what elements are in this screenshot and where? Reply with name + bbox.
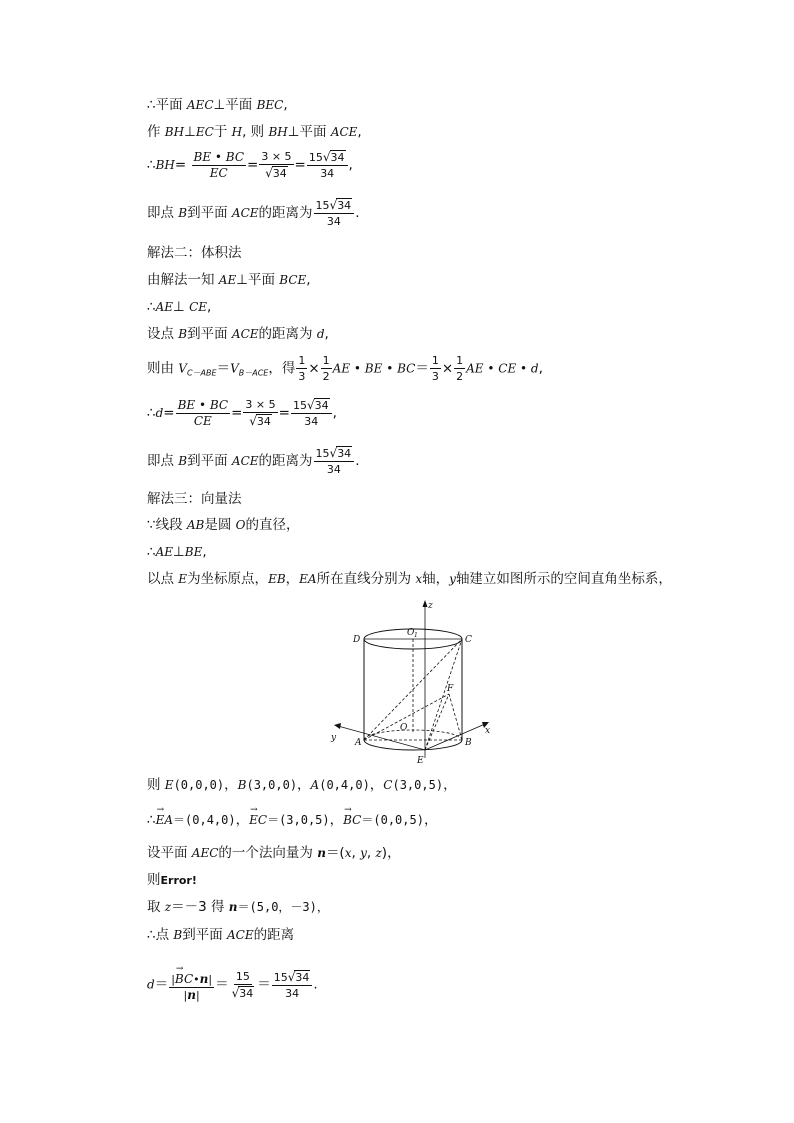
vector: → EC (249, 811, 267, 829)
math-var: C (383, 778, 393, 792)
denominator: 2 (322, 370, 330, 383)
text: ⊥平面 (287, 124, 331, 140)
numerator: 15√34 (291, 398, 332, 414)
math-var: ACE (330, 125, 358, 139)
text-line-4 (147, 198, 359, 228)
denominator: 34 (320, 167, 335, 180)
text: , (283, 97, 288, 113)
math-var: B (178, 454, 188, 468)
coordinates: (3,0,5) (392, 778, 444, 792)
vector-value: ＝(0,4,0) (173, 813, 236, 827)
text-line-15 (147, 570, 672, 588)
text: ， (369, 777, 384, 793)
text: 以点 (147, 571, 179, 587)
label-d: D (353, 635, 361, 645)
therefore-symbol: ∴ (147, 157, 156, 173)
y-axis (338, 726, 425, 750)
radicand: 34 (295, 970, 310, 984)
fraction (314, 446, 355, 476)
math-var: BE (184, 545, 203, 559)
vector: → BC (343, 811, 361, 829)
math-var: V (178, 361, 187, 376)
coefficient: 15 (273, 970, 288, 984)
text: , (351, 845, 361, 861)
math-var: ACE (231, 454, 259, 468)
denominator: EC (209, 165, 228, 180)
math-var: x (344, 846, 352, 860)
text-line-18 (147, 844, 401, 862)
text: ， (443, 777, 457, 793)
fraction (230, 970, 257, 1000)
math-var: ACE (231, 327, 259, 341)
text: 由解法一知 (147, 272, 219, 288)
text: 设点 (147, 326, 179, 342)
text: 轴， (422, 571, 450, 587)
math-var: BH (155, 158, 175, 172)
line-e-c (425, 639, 462, 750)
math-var: y (360, 846, 367, 860)
therefore-symbol: ∴ (147, 812, 156, 828)
fraction (259, 150, 293, 180)
math-var: d (147, 977, 155, 992)
times: × (441, 360, 454, 377)
text: 到平面 (187, 453, 232, 469)
math-var: AE (155, 300, 174, 314)
text: , (332, 405, 337, 421)
denominator: 3 (298, 370, 306, 383)
text: ，得 (268, 360, 296, 377)
denominator: √34 (231, 985, 254, 1000)
text-line-14 (147, 543, 207, 561)
text: 解法三：向量法 (147, 491, 242, 507)
subscript: C－ABE (186, 368, 217, 378)
label-o: O (400, 723, 408, 733)
equals: = (174, 157, 187, 173)
text: 即点 (147, 205, 179, 221)
z-axis-arrow (423, 600, 428, 607)
text: ， (224, 777, 238, 793)
label-b: B (465, 738, 472, 748)
numerator: 1 (322, 354, 330, 367)
math-var: BEC (256, 98, 284, 112)
math-var: ACE (227, 928, 254, 942)
coefficient: 15 (308, 151, 323, 164)
text: ＝( (325, 845, 345, 861)
denominator: 3 (431, 370, 439, 383)
text: 到平面 (182, 927, 228, 943)
numerator: 1 (456, 354, 464, 367)
label-o1-sub: 1 (414, 632, 418, 639)
fraction (169, 967, 214, 1002)
text: ⊥ (173, 544, 185, 560)
y-axis-arrow (334, 723, 341, 729)
text: 设平面 (147, 845, 192, 861)
text: 的一个法向量为 (218, 845, 318, 861)
text-line-16 (147, 776, 457, 794)
text: 轴建立如图所示的空间直角坐标系， (455, 571, 672, 587)
math-var: BH (164, 125, 185, 139)
text: ＝－3 得 (171, 899, 229, 915)
text-line-7 (147, 298, 211, 316)
denominator: √34 (249, 414, 271, 428)
text: 则 (147, 777, 165, 793)
cylinder-figure (327, 598, 497, 768)
heading-method-2 (147, 244, 242, 262)
fraction (291, 398, 332, 428)
math-var: H (231, 125, 243, 139)
text: 所在直线分别为 (316, 571, 416, 587)
text: . (355, 205, 360, 221)
therefore-symbol: ∴ (147, 299, 156, 315)
denominator: 34 (326, 463, 341, 476)
text: ⊥ (173, 299, 190, 315)
equals: ＝ (257, 976, 271, 993)
text-line-6 (147, 271, 311, 289)
text: 的距离为 (258, 453, 313, 469)
radicand: 34 (272, 167, 287, 180)
numerator: BE • BC (193, 149, 245, 164)
math-var: E (178, 572, 188, 586)
vector-value: ＝(0,0,5) (361, 813, 424, 827)
label-y: y (331, 733, 337, 743)
numerator: 15√34 (314, 198, 355, 214)
radicand: 34 (314, 399, 329, 412)
text-line-20 (147, 898, 329, 916)
text: ＝(5,0，－3)， (237, 900, 329, 914)
label-z: z (428, 601, 433, 611)
vector: → EA (156, 811, 173, 829)
fraction (296, 354, 307, 383)
text: 的距离为 (258, 326, 317, 342)
math-var: d (155, 406, 164, 420)
math-var: A (310, 778, 320, 792)
equation-d: ∴d= $\frac{BE • BC}{CE}$ = $\frac{3 \times 5}{√34}$ = $\frac{15√34}{34}$ , (147, 397, 337, 428)
times: × (308, 360, 320, 377)
text: 取 (147, 899, 165, 915)
math-var: AE (218, 273, 237, 287)
math-var: n (228, 900, 238, 914)
text: 是圆 (204, 517, 236, 533)
vector: → BC (175, 973, 193, 986)
math-var: EC (195, 125, 214, 139)
denominator: CE (193, 413, 212, 428)
text: 点 (155, 927, 174, 943)
text-line-19 (147, 871, 197, 890)
math-product: AE • BE • BC (332, 361, 416, 376)
math-var: CE (189, 300, 208, 314)
equation-volume (147, 354, 543, 383)
text: 到平面 (187, 326, 232, 342)
math-var: B (173, 928, 183, 942)
label-f: F (447, 684, 454, 694)
text-line-17 (147, 811, 437, 829)
math-var: E (164, 778, 174, 792)
therefore-symbol: ∴ (147, 927, 156, 943)
bottom-ellipse-front (364, 740, 462, 750)
equals: = (163, 405, 175, 421)
text: , (202, 544, 207, 560)
label-c: C (465, 635, 472, 645)
therefore-symbol: ∴ (147, 544, 156, 560)
radicand: 34 (256, 415, 271, 428)
text: 平面 (155, 97, 187, 113)
math-var: AB (186, 518, 205, 532)
math-var: BH (268, 125, 288, 139)
math-var: ACE (231, 206, 259, 220)
coefficient: 15 (292, 399, 307, 412)
line-b-f (449, 694, 462, 740)
line-e-f (425, 694, 449, 750)
text-line-2 (147, 123, 362, 141)
denominator: 2 (456, 370, 464, 383)
radicand: 34 (337, 199, 352, 212)
fraction (454, 354, 465, 383)
numerator: 3 × 5 (245, 398, 276, 411)
numerator: 15 (235, 969, 250, 983)
numerator: BE • BC (177, 397, 229, 412)
math-var: B (178, 206, 188, 220)
numerator: |→ BC•n| (169, 973, 214, 988)
math-var: y (449, 572, 456, 586)
label-e: E (417, 756, 424, 766)
text: ⊥ (184, 124, 196, 140)
math-var: n (187, 988, 196, 1002)
therefore-symbol: ∴ (147, 405, 156, 421)
numerator: 1 (431, 354, 439, 367)
coordinates: (0,0,0) (173, 778, 225, 792)
radicand: 34 (239, 986, 254, 1000)
text: , (324, 326, 329, 342)
text-line-1 (147, 96, 288, 114)
math-var: AEC (191, 846, 219, 860)
equation-final-distance (147, 967, 318, 1002)
numerator: 15√34 (307, 150, 348, 166)
denominator: 34 (285, 986, 300, 1000)
text: 则由 (147, 360, 179, 377)
denominator: 34 (326, 215, 341, 228)
dot: • (193, 973, 200, 986)
coefficient: 15 (315, 447, 330, 460)
text: 作 (147, 124, 165, 140)
radicand: 34 (330, 151, 345, 164)
fraction (243, 398, 277, 428)
text: ， (235, 812, 250, 828)
text: , (357, 124, 362, 140)
text: , 则 (242, 124, 269, 140)
math-var: EB (268, 572, 286, 586)
text: . (313, 976, 318, 993)
text: 线段 (155, 517, 187, 533)
text: ， (329, 812, 344, 828)
text: )， (381, 845, 401, 861)
fraction (314, 198, 355, 228)
text: ， (285, 571, 300, 587)
math-var: BCE (279, 273, 307, 287)
numerator: 1 (298, 354, 306, 367)
error-text: Error! (160, 874, 197, 887)
numerator: 15√34 (272, 970, 313, 986)
text-line-13 (147, 516, 300, 534)
equals: ＝ (215, 976, 229, 993)
fraction (272, 970, 313, 1000)
numerator: 15√34 (314, 446, 355, 462)
math-var: x (415, 572, 423, 586)
text: , (207, 299, 212, 315)
math-var: d (316, 327, 325, 341)
math-var: n (199, 972, 209, 986)
text-line-11 (147, 446, 359, 476)
numerator: 3 × 5 (261, 150, 292, 163)
math-var: z (164, 900, 172, 914)
coefficient: 15 (315, 199, 330, 212)
fraction (321, 354, 332, 383)
text: , (538, 360, 543, 377)
label-a: A (355, 738, 362, 748)
coordinates: (3,0,0) (246, 778, 298, 792)
text: ， (297, 777, 311, 793)
text: 则 (147, 872, 161, 888)
text: 的距离 (253, 927, 295, 943)
text: ⊥平面 (213, 97, 257, 113)
fraction (307, 150, 348, 180)
coordinates: (0,4,0) (319, 778, 370, 792)
math-var: O (235, 518, 246, 532)
text: 的距离为 (258, 205, 313, 221)
math-var: EA (299, 572, 317, 586)
text: . (355, 453, 360, 469)
text-line-21 (147, 926, 294, 944)
text-line-8 (147, 325, 329, 343)
math-var: B (178, 327, 188, 341)
radicand: 34 (337, 447, 352, 460)
math-var: AEC (186, 98, 214, 112)
vector-value: ＝(3,0,5) (267, 813, 330, 827)
text: 的直径， (245, 517, 300, 533)
text: ， (423, 812, 438, 828)
equals: ＝ (154, 976, 169, 993)
text: 为坐标原点， (187, 571, 269, 587)
because-symbol: ∵ (147, 517, 156, 533)
math-var: B (237, 778, 247, 792)
text: , (366, 845, 376, 861)
math-var: AE (155, 545, 174, 559)
fraction (430, 354, 441, 383)
heading-method-3 (147, 490, 242, 508)
text: 即点 (147, 453, 179, 469)
math-var: n (317, 846, 326, 860)
text: 解法二：体积法 (147, 245, 242, 261)
text: ⊥平面 (236, 272, 280, 288)
fraction (176, 399, 231, 428)
therefore-symbol: ∴ (147, 97, 156, 113)
denominator: |n| (183, 988, 200, 1002)
text: 于 (213, 124, 232, 140)
denominator: 34 (304, 415, 319, 428)
math-var: V (230, 361, 239, 376)
label-x: x (485, 726, 491, 736)
equals: ＝ (216, 360, 231, 377)
text: , (348, 157, 353, 173)
equation-bh: ∴BH= $\frac{BE • BC}{EC}$ = $\frac{3 \times 5}{√34}$ = $\frac{15√34}{34}$ , (147, 149, 353, 180)
text: 到平面 (187, 205, 232, 221)
denominator: √34 (265, 166, 287, 180)
math-product: AE • CE • d (466, 361, 539, 376)
x-axis (425, 724, 485, 750)
math-var: z (375, 846, 382, 860)
fraction (192, 151, 247, 180)
equals: ＝ (415, 360, 429, 377)
label-o1: O (407, 628, 415, 638)
subscript: B－ACE (238, 368, 269, 378)
text: , (306, 272, 311, 288)
